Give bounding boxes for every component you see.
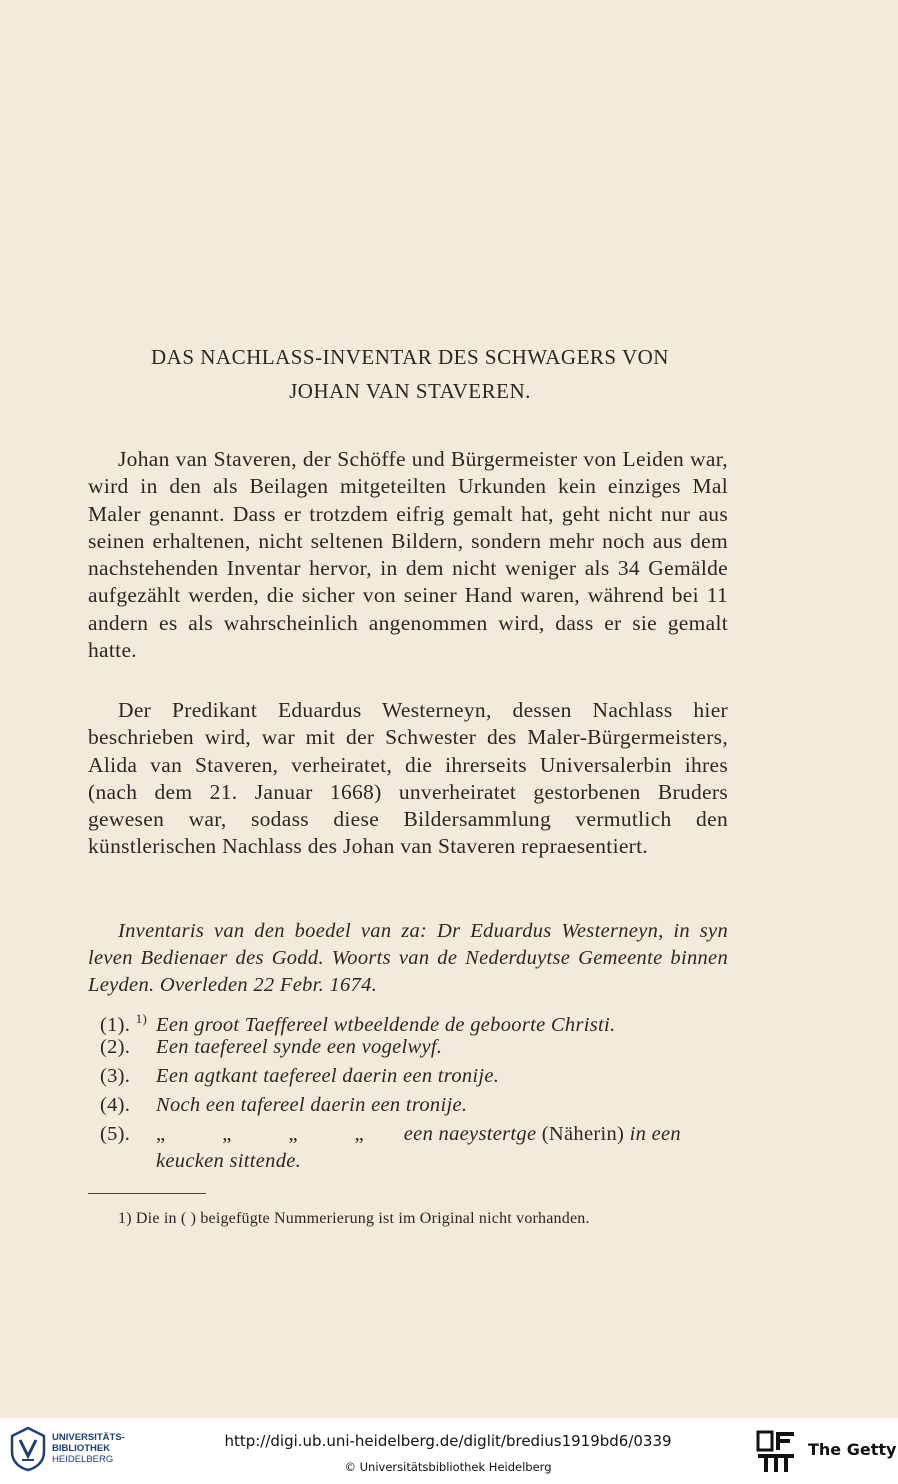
item-text: Een groot Taeffereel wtbeeldende de geboorte Christi.: [156, 1013, 616, 1036]
inventory-item: [100, 1034, 730, 1061]
university-library-logo-icon: [8, 1426, 48, 1472]
footnote-divider: [88, 1193, 206, 1194]
copyright-notice: © Universitätsbibliothek Heidelberg: [344, 1460, 552, 1474]
paragraph-1: Johan van Staveren, der Schöffe und Bürgermeister von Leiden war, wird in den als Beilagen mitgeteilten Urkunden kein einziges Mal Maler genannt. Dass er trotzdem eifrig gemalt hat, geht nicht nur aus seinen erhaltenen, nicht seltenen Bildern, sondern mehr noch aus dem nachstehenden Inventar hervor, in dem nicht weniger als 34 Gemälde aufgezählt werden, die sicher von seiner Hand waren, während bei 11 andern es als wahrscheinlich angenommen wird, dass er sie gemalt hatte.: [88, 447, 728, 663]
library-name: UNIVERSITÄTS- BIBLIOTHEK HEIDELBERG: [52, 1432, 125, 1465]
inventory-item: [100, 1063, 730, 1090]
viewer-footer: [0, 1418, 898, 1484]
inventory-item-continuation: keucken sittende.: [156, 1150, 302, 1172]
footnote: 1) Die in ( ) beigefügte Nummerierung ist im Original nicht vorhanden.: [118, 1210, 590, 1227]
item-number: (5).: [100, 1123, 131, 1145]
item-number: (1). $^{1)}$: [100, 1011, 148, 1036]
permalink-url[interactable]: http://digi.ub.uni-heidelberg.de/diglit/bredius1919bd6/0339: [224, 1432, 672, 1450]
paragraph-2: Der Predikant Eduardus Westerneyn, dessen Nachlass hier beschrieben wird, war mit der Schwester des Maler-Bürgermeisters, Alida van Staveren, verheiratet, die ihrerseits Universalerbin ihres (nach dem 21. Januar 1668) unverheiratet gestorbenen Bruders gewesen war, sodass diese Bildersammlung vermutlich den künstlerischen Nachlass des Johan van Staveren repraesentiert.: [88, 698, 728, 859]
item-text: een naeystertge: [403, 1123, 537, 1145]
item-number: (2).: [100, 1036, 131, 1058]
item-text: Een agtkant taefereel daerin een tronije.: [156, 1065, 500, 1087]
page-title-line-1: DAS NACHLASS-INVENTAR DES SCHWAGERS VON: [151, 345, 669, 369]
inventory-item: [100, 1121, 730, 1148]
footnote-marker: 1): [135, 1011, 148, 1026]
item-number: (3).: [100, 1065, 131, 1087]
inventory-item: [100, 1092, 730, 1119]
ditto-marks: „ „ „ „: [156, 1123, 390, 1145]
getty-logo-icon: [756, 1430, 796, 1474]
page-title-line-2: JOHAN VAN STAVEREN.: [289, 379, 531, 403]
item-number: (4).: [100, 1094, 131, 1116]
item-text: Noch een tafereel daerin een tronije.: [156, 1094, 468, 1116]
sponsor-name: The Getty: [808, 1440, 897, 1459]
item-gloss: (Näherin): [541, 1123, 625, 1145]
inventory-heading: Inventaris van den boedel van za: Dr Eduardus Westerneyn, in syn leven Bedienaer des Godd. Woorts van de Nederduytse Gemeente binnen Leyden. Overleden 22 Febr. 1674.: [88, 920, 728, 996]
item-text: Een taefereel synde een vogelwyf.: [156, 1036, 443, 1058]
item-text-continued: in een: [629, 1123, 681, 1145]
